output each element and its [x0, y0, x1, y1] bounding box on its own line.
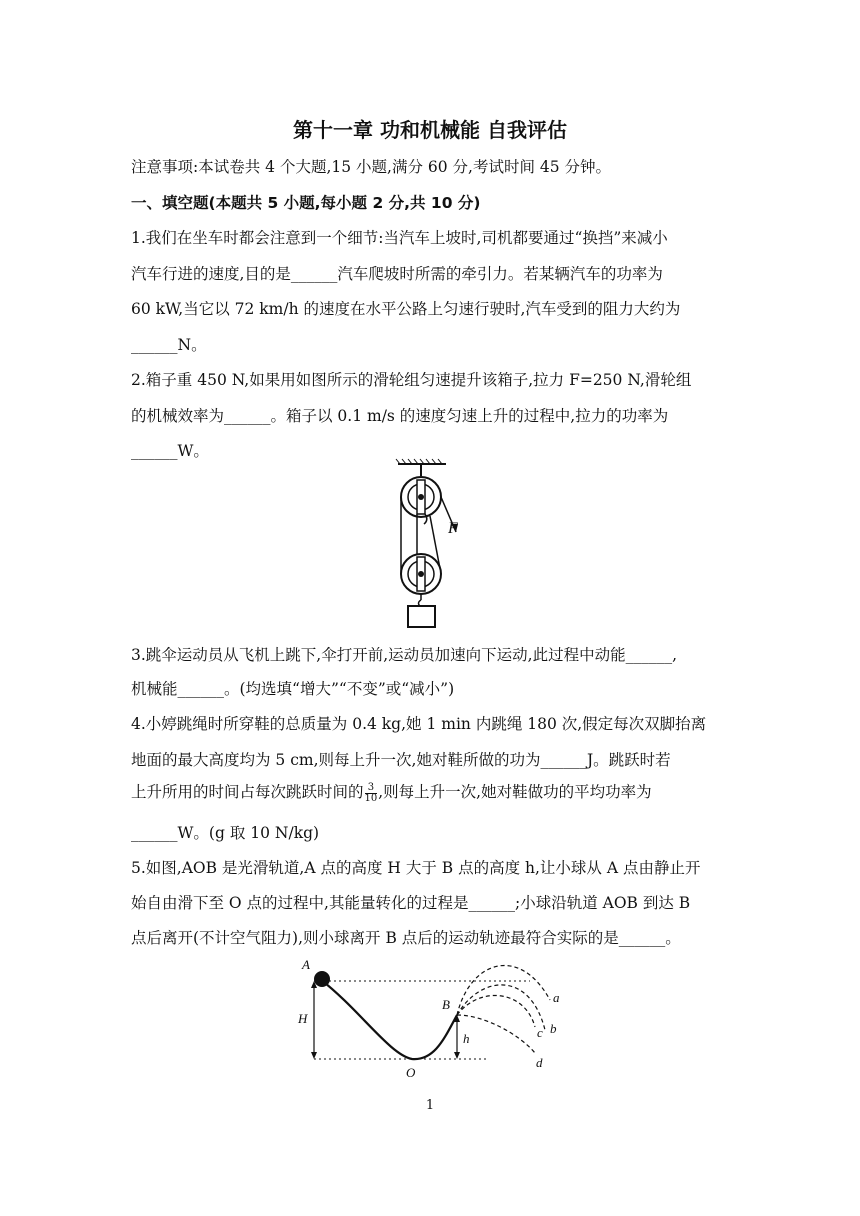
exam-notice: 注意事项:本试卷共 4 个大题,15 小题,满分 60 分,考试时间 45 分钟。	[131, 158, 612, 176]
question-2-line: 的机械效率为______。箱子以 0.1 m/s 的速度匀速上升的过程中,拉力的功率为	[131, 407, 669, 425]
question-1-line: 1.我们在坐车时都会注意到一个细节:当汽车上坡时,司机都要通过“换挡”来减小	[131, 229, 668, 247]
label-A: A	[302, 957, 310, 972]
force-label: F	[448, 520, 458, 537]
question-5-line: 点后离开(不计空气阻力),则小球离开 B 点后的运动轨迹最符合实际的是______。	[131, 929, 681, 947]
label-d: d	[536, 1055, 543, 1070]
question-2-line: ______W。	[131, 442, 209, 460]
label-c: c	[537, 1025, 543, 1040]
label-b: b	[550, 1021, 557, 1036]
label-H: H	[298, 1011, 308, 1026]
question-4-line: 地面的最大高度均为 5 cm,则每上升一次,她对鞋所做的功为______J。跳跃时若	[131, 751, 671, 769]
page-number: 1	[425, 1098, 435, 1113]
pulley-figure	[390, 458, 470, 630]
question-4-line: 4.小婷跳绳时所穿鞋的总质量为 0.4 kg,她 1 min 内跳绳 180 次,假定每次双脚抬离	[131, 715, 707, 733]
label-O: O	[406, 1065, 416, 1080]
page-title: 第十一章 功和机械能 自我评估	[293, 118, 567, 142]
question-3-line: 3.跳伞运动员从飞机上跳下,伞打开前,运动员加速向下运动,此过程中动能______,	[131, 646, 677, 664]
fraction-denominator: 10	[364, 792, 378, 804]
label-B: B	[442, 997, 450, 1012]
question-4-text: ,则每上升一次,她对鞋做功的平均功率为	[378, 783, 652, 801]
question-2-line: 2.箱子重 450 N,如果用如图所示的滑轮组匀速提升该箱子,拉力 F=250 N,滑轮组	[131, 371, 692, 389]
fraction-numerator: 3	[365, 783, 378, 794]
question-4-text: 上升所用的时间占每次跳跃时间的	[131, 783, 364, 801]
label-h: h	[463, 1031, 470, 1046]
question-5-line: 始自由滑下至 O 点的过程中,其能量转化的过程是______;小球沿轨道 AOB 到达 B	[131, 894, 691, 912]
question-5-line: 5.如图,AOB 是光滑轨道,A 点的高度 H 大于 B 点的高度 h,让小球从 A 点由静止开	[131, 859, 701, 877]
question-1-line: 60 kW,当它以 72 km/h 的速度在水平公路上匀速行驶时,汽车受到的阻力大约为	[131, 300, 681, 318]
question-3-line: 机械能______。(均选填“增大”“不变”或“减小”)	[131, 680, 455, 698]
fraction	[365, 783, 378, 804]
question-1-line: ______N。	[131, 336, 207, 354]
question-4-line	[131, 780, 741, 804]
section-heading: 一、填空题(本题共 5 小题,每小题 2 分,共 10 分)	[131, 194, 481, 212]
label-a: a	[553, 990, 560, 1005]
question-1-line: 汽车行进的速度,目的是______汽车爬坡时所需的牵引力。若某辆汽车的功率为	[131, 265, 663, 283]
track-figure	[290, 955, 580, 1085]
question-4-line: ______W。(g 取 10 N/kg)	[131, 824, 320, 842]
